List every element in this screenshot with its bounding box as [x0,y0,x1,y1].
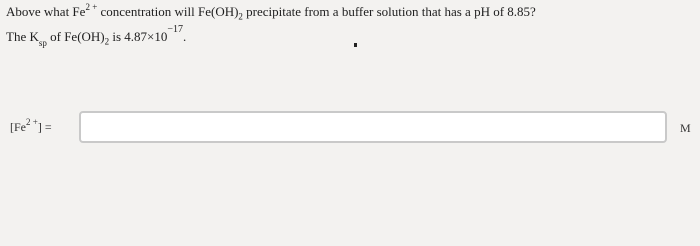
answer-label-charge: 2 + [26,117,38,127]
answer-label-prefix: [Fe [10,120,26,134]
question-line-1-prefix: Above what Fe [6,4,86,19]
question-line-1-middle: concentration will Fe(OH) [97,4,239,19]
question-line-2-middle: of Fe(OH) [46,29,105,44]
iron-ion-charge: 2 + [85,1,98,12]
hydroxide-subscript: 2 [238,11,243,22]
question-text [6,1,696,48]
question-line-1-suffix: precipitate from a buffer solution that has a pH of 8.85? [242,4,536,19]
hydroxide-subscript-2: 2 [104,36,110,47]
question-line-2-suffix: . [183,29,187,44]
unit-label: M [680,121,691,135]
answer-label-suffix: ] = [37,120,52,134]
answer-row [6,109,696,149]
answer-label [10,119,52,135]
question-line-2-prefix: The K [6,29,39,44]
question-line-1 [6,1,696,22]
ksp-value-exponent: −17 [167,24,184,35]
ksp-subscript: sp [38,37,47,48]
answer-input[interactable] [79,111,667,143]
question-line-2 [6,24,696,48]
mouse-cursor-mark [354,43,357,47]
ksp-value-mantissa: is 4.87×10 [109,29,168,44]
